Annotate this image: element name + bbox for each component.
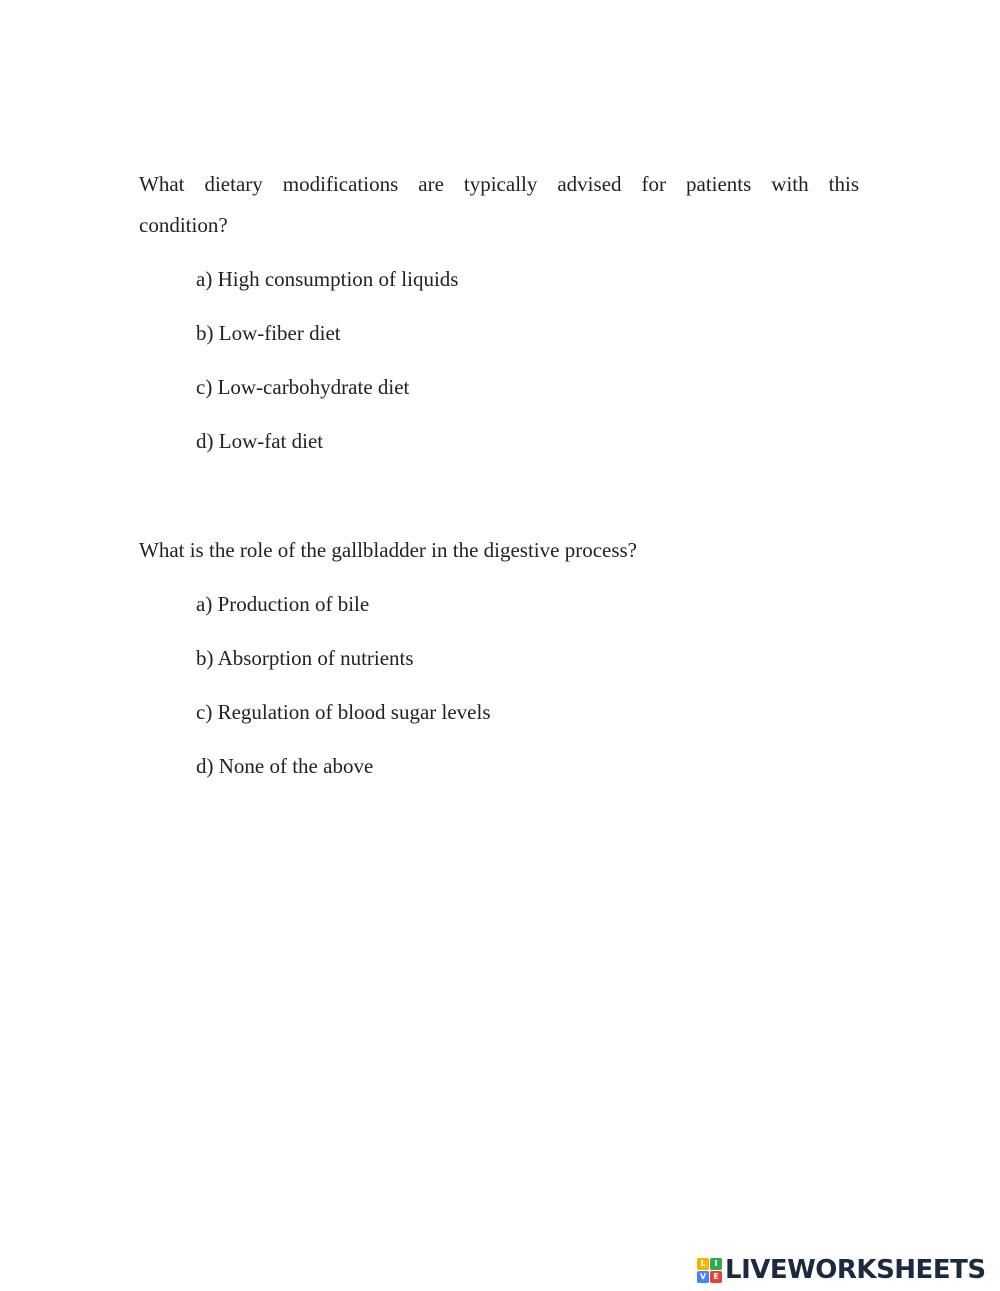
question-1-option-c[interactable]: c) Low-carbohydrate diet (196, 375, 410, 399)
logo-mark-l: L (697, 1258, 709, 1270)
question-2-text: What is the role of the gallbladder in the digestive process? (139, 538, 638, 562)
question-2-option-d[interactable]: d) None of the above (196, 754, 374, 778)
question-1-line-2: condition? (139, 213, 228, 237)
liveworksheets-logo-icon (697, 1258, 722, 1283)
liveworksheets-logo-text: LIVEWORKSHEETS (725, 1255, 986, 1285)
logo-mark-e: E (710, 1271, 722, 1283)
logo-mark-v: V (697, 1271, 709, 1283)
question-1-option-a[interactable]: a) High consumption of liquids (196, 267, 459, 291)
question-1-option-b[interactable]: b) Low-fiber diet (196, 321, 341, 345)
question-1-line-1: What dietary modifications are typically advised for patients with this (139, 172, 859, 196)
question-1-option-d[interactable]: d) Low-fat diet (196, 429, 324, 453)
question-2-option-c[interactable]: c) Regulation of blood sugar levels (196, 700, 491, 724)
question-2-option-b[interactable]: b) Absorption of nutrients (196, 646, 414, 670)
logo-mark-i: I (710, 1258, 722, 1270)
question-1-text (139, 164, 859, 246)
question-2-option-a[interactable]: a) Production of bile (196, 592, 370, 616)
liveworksheets-logo (697, 1256, 986, 1284)
